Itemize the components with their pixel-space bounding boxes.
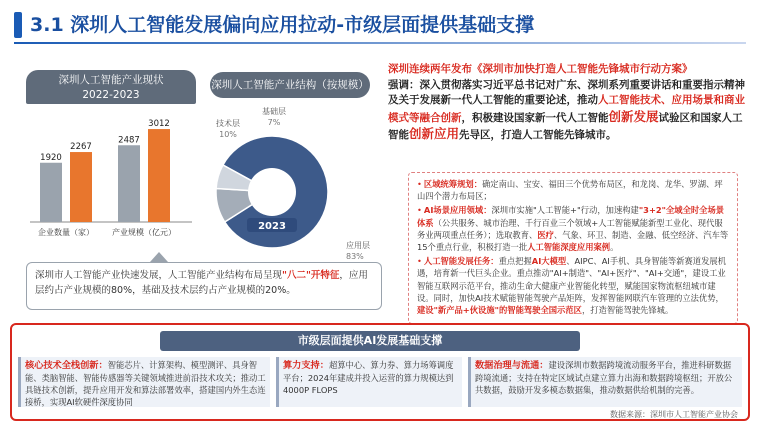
- policy-text-3: 试验区和国家人工智能: [388, 111, 743, 141]
- detail-label: 区域统筹规划：: [423, 179, 482, 189]
- detail-highlight: AI大模型: [531, 256, 567, 267]
- summary-text-b: ，应用层约占产业规模的80%，基础及技术层约占产业规模的20%。: [35, 270, 368, 296]
- detail-text: 深圳市实施"人工智能+"行动，加速构建: [491, 205, 639, 216]
- detail-label: 人工智能发展任务：: [423, 256, 499, 267]
- detail-highlight: 人工智能深度应用案例: [527, 242, 611, 253]
- bar-2023-0: [70, 152, 92, 222]
- summary-box: [26, 262, 382, 310]
- bullet-icon: •: [417, 256, 422, 267]
- pie-label: 技术层: [216, 119, 240, 128]
- summary-highlight: "八二"开特征: [282, 270, 340, 281]
- detail-text: 、AIPC、AI手机、具身智能等新赛道发展机遇，培育新一代巨头企业。重点推动"AI+制造"、"AI+医疗"、"AI+交通"，建设工业智能互联网示范平台，推动生命大健康产业智能化转型，赋能国家物流枢纽城市建设。同时，加快AI技术赋能智能驾驶产品矩阵，发挥智能网联汽车管理的立法优势，: [417, 256, 726, 303]
- bar-value-label: 2487: [118, 135, 140, 146]
- detail-text: 、气象、环卫、制造、金融、低空经济、汽车等15个重点行业，积极打造一批: [417, 229, 729, 253]
- policy-highlight-2: 创新发展: [608, 108, 659, 124]
- pillar-heading: 算力支持：: [283, 360, 329, 371]
- detail-item-scenarios: [417, 204, 729, 253]
- pillar-text: 超算中心、算力券、算力场筹调度平台；2024年建成并投入运营的算力规模达到4000P FLOPS: [283, 360, 454, 395]
- policy-text-4: 先导区，打造人工智能先锋城市。: [459, 129, 617, 141]
- detail-text: （公共服务、城市治理、千行百业三个领域+人工智能赋能新型工业化、现代服务业两项重点任务）；选取教育、: [417, 217, 723, 240]
- bar-category-label: 产业规模（亿元）: [112, 228, 176, 237]
- detail-item-region: [417, 178, 729, 202]
- detail-text: ，打造智能驾驶先锋城。: [581, 305, 674, 316]
- pie-value-label: 83%: [346, 252, 364, 261]
- policy-document-title: 深圳连续两年发布《深圳市加快打造人工智能先锋城市行动方案》: [388, 63, 693, 75]
- bullet-icon: •: [417, 205, 422, 216]
- pie-donut-hole: [248, 168, 296, 216]
- pillar-text: 建设深圳市数据跨境流动服务平台，推进科研数据跨境流通；支持在特定区域试点建立算力出海和数据跨境枢纽；开放公共数据，鼓励开发多模态数据集，推动数据供给机制的完善。: [475, 360, 733, 395]
- pillar-data: [468, 357, 742, 407]
- bar-2023-1: [148, 129, 170, 222]
- bar-chart: [26, 104, 196, 260]
- title-accent-bar: [14, 12, 22, 38]
- detail-label: AI场景应用领域：: [423, 205, 492, 216]
- pie-center-label: 2023: [258, 221, 286, 232]
- policy-text-1: 强调：深入贯彻落实习近平总书记对广东、深圳系列重要讲话和重要指示精神及关于发展新一代人工智能的重要论述，推动: [388, 78, 745, 106]
- bar-chart-subtitle: 2022-2023: [82, 89, 140, 101]
- detail-highlight: 医疗: [537, 229, 554, 240]
- pillar-heading: 数据治理与流通：: [475, 360, 549, 371]
- bar-value-label: 3012: [148, 119, 170, 130]
- detail-text: 确定南山、宝安、福田三个优势布局区，和龙岗、龙华、罗湖、坪山四个潜力布局区；: [417, 179, 723, 202]
- detail-highlight: "3+2"全域全时全场景体系: [417, 205, 725, 228]
- detail-text: 重点把握: [498, 256, 532, 267]
- detail-box: [408, 172, 738, 324]
- pie-label: 基础层: [262, 107, 286, 116]
- bar-chart-card: [26, 70, 196, 260]
- detail-item-tasks: [417, 255, 729, 316]
- detail-text: 。: [610, 242, 619, 253]
- pie-value-label: 10%: [219, 130, 237, 139]
- bar-value-label: 2267: [70, 142, 92, 153]
- pillar-core-tech: [18, 357, 270, 407]
- bar-2022-1: [118, 145, 140, 222]
- pie-label: 应用层: [346, 241, 370, 250]
- policy-statement: [388, 62, 750, 166]
- data-source: 数据来源：深圳市人工智能产业协会: [610, 410, 738, 419]
- pie-value-label: 7%: [267, 118, 281, 127]
- page-title: 3.1 深圳人工智能发展偏向应用拉动-市级层面提供基础支撑: [30, 14, 535, 36]
- policy-highlight-3: 创新应用: [409, 126, 460, 141]
- bar-category-label: 企业数量（家）: [38, 228, 94, 237]
- bar-2022-0: [40, 163, 62, 222]
- policy-text-2: ，积极建设国家新一代人工智能: [461, 111, 609, 124]
- pie-chart: [200, 100, 380, 265]
- bullet-icon: •: [417, 179, 422, 189]
- bar-value-label: 1920: [40, 152, 62, 163]
- bottom-section-title: 市级层面提供AI发展基础支撑: [160, 331, 580, 351]
- pillar-text: 智能芯片、计算架构、模型测评、具身智能、类脑智能、智能传感器等关键领域推进前沿技术攻关；推动工具链技术创新，提升应用开发和算法部署效率，搭建国内外生态连接桥，实现AI软硬件深度协同: [25, 360, 266, 407]
- title-divider: [14, 42, 746, 44]
- summary-pointer: [150, 252, 168, 262]
- pillar-compute: [276, 357, 462, 407]
- summary-text-a: 深圳市人工智能产业快速发展，人工智能产业结构布局呈现: [35, 270, 283, 281]
- bar-chart-title: 深圳人工智能产业现状: [58, 74, 164, 86]
- bar-chart-header: [26, 70, 196, 104]
- pie-chart-header: 深圳人工智能产业结构（按规模）: [210, 72, 370, 98]
- policy-highlight-1: 人工智能技术、应用场景和商业模式等融合创新: [388, 94, 745, 124]
- pillar-heading: 核心技术全栈创新：: [25, 360, 108, 371]
- detail-highlight: 建设"新产品+伙设施"的智能驾驶全国示范区: [417, 305, 582, 316]
